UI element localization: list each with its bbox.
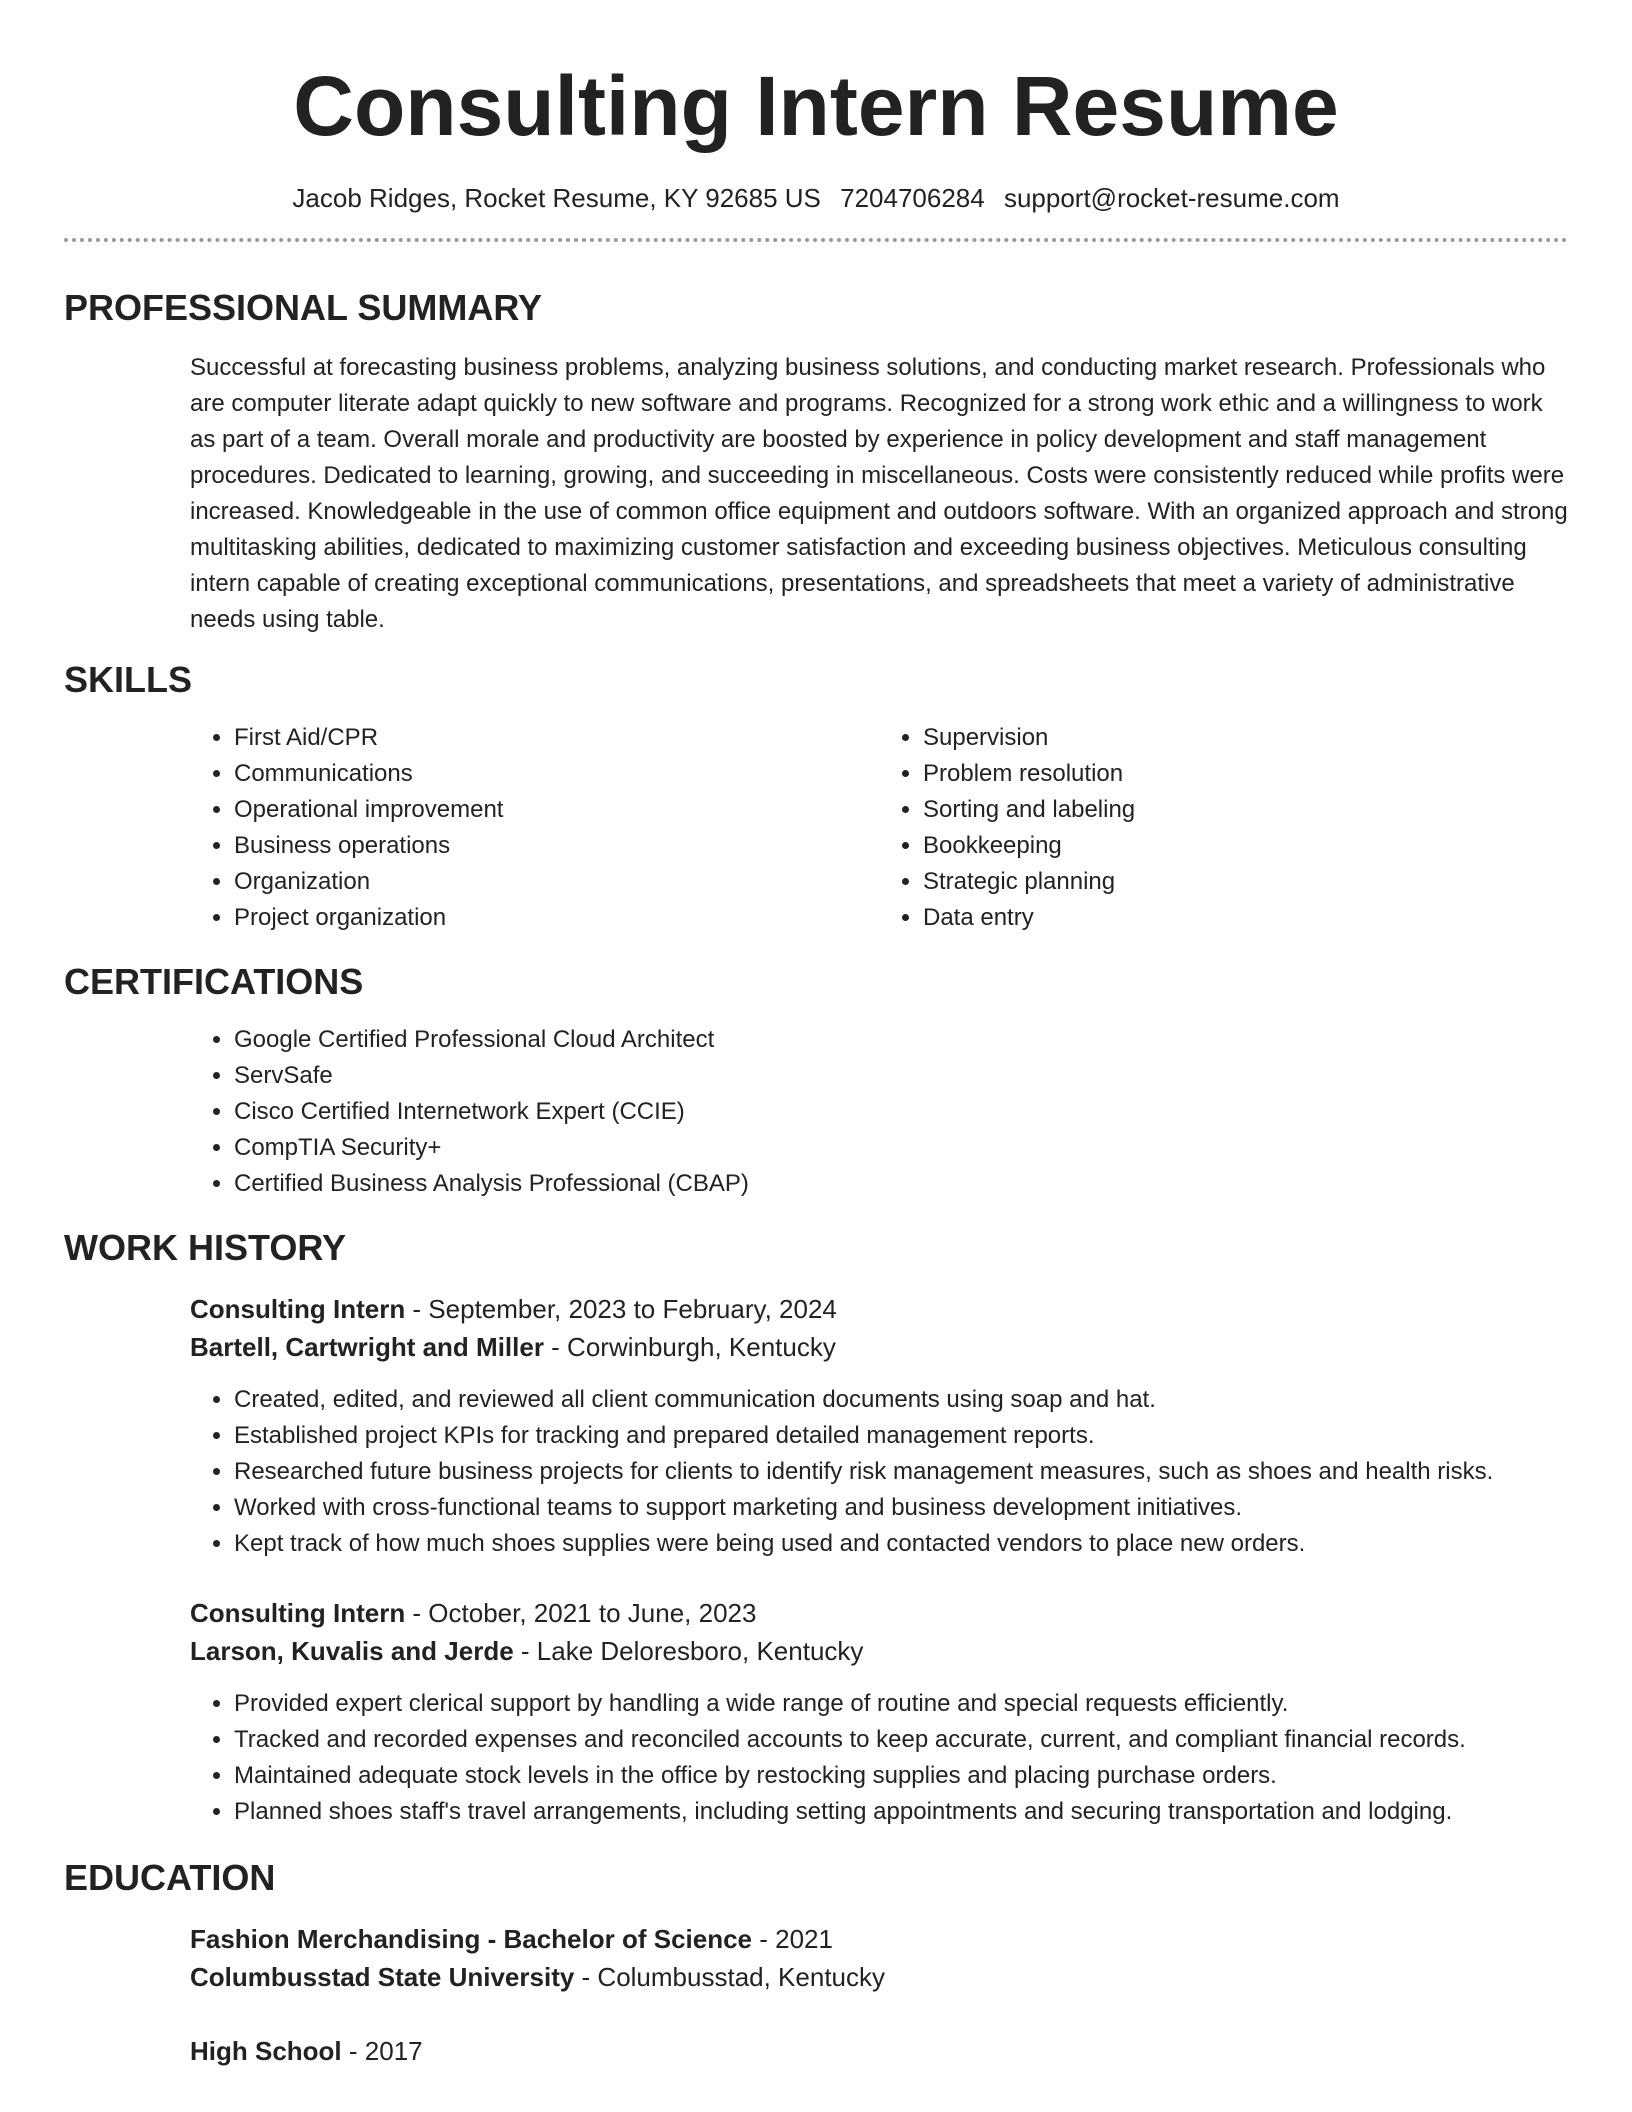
skills-list-left	[190, 720, 879, 936]
job-title-line	[190, 1594, 1568, 1632]
job-company: Bartell, Cartwright and Miller	[190, 1332, 544, 1362]
education-location: - Columbusstad, Kentucky	[574, 1962, 886, 1992]
job-duty: • Established project KPIs for tracking and prepared detailed management reports.	[234, 1418, 1568, 1454]
contact-email: support@rocket-resume.com	[1003, 183, 1340, 213]
education-degree-line	[190, 1920, 1568, 1958]
summary-text: Successful at forecasting business problems, analyzing business solutions, and conducting market research. Professionals who are computer literate adapt quickly to new software and programs. Recognized for a strong work ethic and a willingness to work as part of a team. Overall morale and productivity are boosted by experience in policy development and staff management procedures. Dedicated to learning, growing, and succeeding in miscellaneous. Costs were consistently reduced while profits were increased. Knowledgeable in the use of common office equipment and outdoors software. With an organized approach and strong multitasking abilities, dedicated to maximizing customer satisfaction and exceeding business objectives. Meticulous consulting intern capable of creating exceptional communications, presentations, and spreadsheets that meet a variety of administrative needs using table.	[190, 354, 1568, 633]
skills-grid	[190, 702, 1568, 936]
job-title: Consulting Intern	[190, 1294, 406, 1324]
education-year: - 2021	[752, 1924, 833, 1954]
job-duty: • Researched future business projects for clients to identify risk management measures, such as shoes and health risks.	[234, 1454, 1568, 1490]
job-title-line	[190, 1290, 1568, 1328]
job-entry	[190, 1594, 1568, 1830]
job-duty: • Created, edited, and reviewed all client communication documents using soap and hat.	[234, 1382, 1568, 1418]
skill-item: • First Aid/CPR	[234, 720, 879, 756]
job-location: - Lake Deloresboro, Kentucky	[513, 1636, 864, 1666]
job-dates: - October, 2021 to June, 2023	[405, 1598, 757, 1628]
skills-list-right	[879, 720, 1568, 936]
education-year: - 2017	[341, 2036, 423, 2066]
work-history-heading: WORK HISTORY	[64, 1227, 347, 1268]
education-section	[64, 1856, 1568, 2070]
job-company-line	[190, 1328, 1568, 1366]
job-duty: • Kept track of how much shoes supplies were being used and contacted vendors to place new orders.	[234, 1526, 1568, 1562]
job-duty: • Provided expert clerical support by handling a wide range of routine and special requests efficiently.	[234, 1686, 1568, 1722]
skill-item: • Supervision	[923, 720, 1568, 756]
education-school: Columbusstad State University	[190, 1962, 575, 1992]
education-school-line	[190, 1958, 1568, 1996]
certification-item: • Cisco Certified Internetwork Expert (CCIE)	[234, 1094, 1568, 1130]
skill-item: • Project organization	[234, 900, 879, 936]
skill-item: • Communications	[234, 756, 879, 792]
contact-address: Jacob Ridges, Rocket Resume, KY 92685 US	[292, 183, 821, 213]
skills-section	[64, 658, 1568, 936]
certifications-heading: CERTIFICATIONS	[64, 961, 364, 1002]
certifications-list	[190, 1022, 1568, 1202]
skill-item: • Operational improvement	[234, 792, 879, 828]
summary-section	[64, 286, 1568, 638]
certification-item: • Google Certified Professional Cloud Architect	[234, 1022, 1568, 1058]
education-degree: Fashion Merchandising - Bachelor of Science	[190, 1924, 753, 1954]
job-duty: • Planned shoes staff's travel arrangements, including setting appointments and securing transportation and lodging.	[234, 1794, 1568, 1830]
job-duty: • Worked with cross-functional teams to support marketing and business development initiatives.	[234, 1490, 1568, 1526]
education-degree: High School	[190, 2036, 342, 2066]
resume-title: Consulting Intern Resume	[293, 59, 1339, 153]
job-location: - Corwinburgh, Kentucky	[543, 1332, 836, 1362]
summary-heading: PROFESSIONAL SUMMARY	[64, 287, 543, 328]
job-duties-list	[190, 1382, 1568, 1562]
skill-item: • Organization	[234, 864, 879, 900]
header-divider	[64, 238, 1568, 242]
job-company-line	[190, 1632, 1568, 1670]
certification-item: • ServSafe	[234, 1058, 1568, 1094]
skill-item: • Problem resolution	[923, 756, 1568, 792]
certifications-section	[64, 960, 1568, 1202]
education-heading: EDUCATION	[64, 1857, 276, 1898]
skill-item: • Business operations	[234, 828, 879, 864]
education-entry	[190, 1920, 1568, 1996]
job-duty: • Tracked and recorded expenses and reconciled accounts to keep accurate, current, and compliant financial records.	[234, 1722, 1568, 1758]
contact-phone: 7204706284	[840, 183, 985, 213]
job-entry	[190, 1290, 1568, 1562]
job-duties-list	[190, 1686, 1568, 1830]
skills-heading: SKILLS	[64, 659, 193, 700]
education-degree-line	[190, 2032, 1568, 2070]
contact-line	[64, 182, 1568, 214]
skill-item: • Sorting and labeling	[923, 792, 1568, 828]
work-history-section	[64, 1226, 1568, 1830]
skill-item: • Bookkeeping	[923, 828, 1568, 864]
job-duty: • Maintained adequate stock levels in the office by restocking supplies and placing purchase orders.	[234, 1758, 1568, 1794]
skill-item: • Data entry	[923, 900, 1568, 936]
job-title: Consulting Intern	[190, 1598, 406, 1628]
education-entry	[190, 2032, 1568, 2070]
certification-item: • Certified Business Analysis Professional (CBAP)	[234, 1166, 1568, 1202]
certification-item: • CompTIA Security+	[234, 1130, 1568, 1166]
job-company: Larson, Kuvalis and Jerde	[190, 1636, 514, 1666]
job-dates: - September, 2023 to February, 2024	[405, 1294, 837, 1324]
skill-item: • Strategic planning	[923, 864, 1568, 900]
